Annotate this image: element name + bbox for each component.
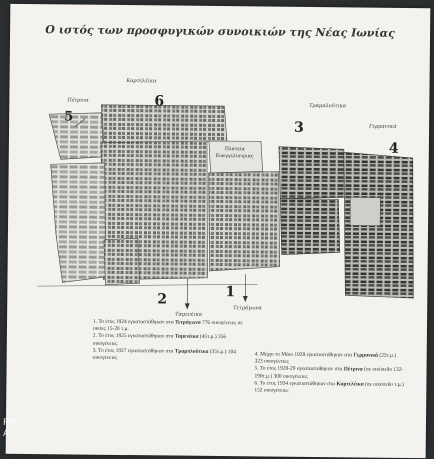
legend-item: 2. Το έτος 1925 εγκαταστάθηκαν στα Ταμενέικα (45τ.μ.) 356 οικογένειες xyxy=(92,333,227,347)
square-label-line2: Ευαγγελίστριας xyxy=(215,153,254,160)
district-central-right xyxy=(208,171,281,272)
legend-item: 4. Μέχρι το Μάιο 1928 εγκαταστάθηκαν στα Γερμανικά (25τ.μ.) 323 οικογένειες xyxy=(254,351,397,365)
area-number-4: 4 xyxy=(388,140,399,157)
area-name-1: Τετράγωνα xyxy=(233,305,262,312)
area-number-2: 2 xyxy=(157,291,168,308)
area-number-3: 3 xyxy=(294,119,304,136)
area-number-1: 1 xyxy=(225,284,236,301)
book-page xyxy=(6,4,431,458)
legend-item: 6. Το έτος 1934 εγκαταστάθηκαν στα Καρτελέικα (σε οικόπεδο τ.μ.) 152 οικογένειες xyxy=(254,380,404,394)
area-name-2: Ταμενέικα xyxy=(175,311,203,318)
legend-item: 1. Το έτος 1924 εγκαταστάθηκαν στα Τετράγωνα 776 οικογένειες σε οικίες 15-20 τ.μ. xyxy=(92,318,243,333)
area-name-3: Τραμπλούτικα xyxy=(309,102,347,110)
area-name-6: Καρτελέικα xyxy=(126,78,157,85)
legend-item: 3. Το έτος 1927 εγκαταστάθηκαν στα Τραμπλούτικα (35τ.μ.) 104 οικογένειες xyxy=(92,347,236,361)
map-title: Ο ιστός των προσφυγικών συνοικιών της Νέας Ιωνίας xyxy=(45,23,395,40)
district-trabloutika xyxy=(278,147,345,256)
area-name-4: Γερμανικά xyxy=(369,123,397,130)
legend-item: 5. Το έτος 1928-29 εγκαταστάθηκαν στα Πέτρινα (σε οικόπεδο 132-190τ.μ.) 300 οικογένειες xyxy=(254,365,404,380)
settlement-map xyxy=(7,4,430,338)
area-number-5: 5 xyxy=(64,109,74,125)
area-number-6: 6 xyxy=(154,93,165,110)
district-petrina xyxy=(49,112,104,160)
legend-left xyxy=(93,319,243,364)
district-karteleika xyxy=(101,105,227,144)
square-label-line1: Πλατεία xyxy=(224,147,245,153)
legend-right xyxy=(254,351,404,396)
camera-watermark: PRO A xyxy=(3,418,22,439)
area-name-5: Πέτρινα xyxy=(67,97,89,104)
district-germanika xyxy=(342,152,415,298)
